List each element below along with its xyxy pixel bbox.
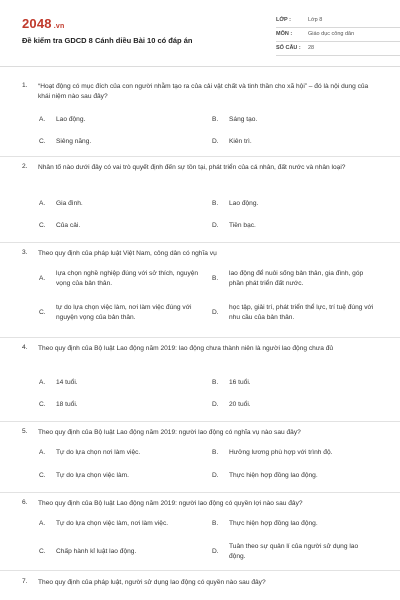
header-divider	[0, 66, 400, 67]
option-text: lao động để nuôi sống bản thân, gia đình, góp phần phát triển đất nước.	[229, 270, 364, 287]
meta-row-subject	[276, 28, 400, 42]
logo-suffix: .vn	[53, 23, 65, 30]
document-title: Đề kiểm tra GDCD 8 Cánh diều Bài 10 có đáp án	[22, 36, 193, 45]
meta-label: LỚP :	[276, 17, 291, 23]
option-text: Thực hiện hợp đồng lao động.	[229, 520, 318, 527]
option-text: Của cải.	[56, 222, 81, 229]
option-text: Lao động.	[229, 200, 259, 207]
option-letter: A.	[39, 275, 46, 282]
logo-text: 2048	[22, 16, 52, 31]
option-letter: A.	[39, 379, 46, 386]
option-letter: B.	[212, 116, 219, 123]
question-text: “Hoạt động có mục đích của con người nhằm tạo ra của cải vật chất và tinh thần cho xã hội” – đó là nội dung của khái niệm nào sau đây?	[38, 83, 369, 100]
question-divider	[0, 242, 400, 243]
option-letter: D.	[212, 222, 219, 229]
option-letter: D.	[212, 401, 219, 408]
meta-value: Giáo dục công dân	[308, 31, 355, 37]
option-letter: A.	[39, 116, 46, 123]
option-letter: B.	[212, 200, 219, 207]
question-4	[22, 344, 378, 419]
meta-label: SỐ CÂU :	[276, 45, 301, 51]
option-letter: D.	[212, 548, 219, 555]
question-number: 2.	[22, 163, 28, 170]
question-number: 5.	[22, 428, 28, 435]
question-divider	[0, 156, 400, 157]
question-text: Theo quy định của pháp luật, người sử dụng lao động có quyền nào sau đây?	[38, 579, 266, 586]
option-letter: B.	[212, 449, 219, 456]
question-7	[22, 578, 378, 594]
option-letter: C.	[39, 309, 46, 316]
option-text: Tuân theo sự quản lí của người sử dụng lao động.	[229, 543, 359, 560]
question-5	[22, 428, 378, 490]
option-letter: C.	[39, 401, 46, 408]
option-letter: A.	[39, 520, 46, 527]
option-letter: D.	[212, 472, 219, 479]
option-text: 16 tuổi.	[229, 379, 251, 386]
option-text: lựa chọn nghề nghiệp đúng với sở thích, nguyện vọng của bản thân.	[56, 270, 199, 287]
question-number: 7.	[22, 578, 28, 585]
option-text: Sáng tạo.	[229, 116, 258, 123]
question-number: 3.	[22, 249, 28, 256]
question-number: 6.	[22, 499, 28, 506]
option-letter: D.	[212, 309, 219, 316]
meta-row-count	[276, 42, 400, 56]
question-2	[22, 163, 378, 238]
question-1	[22, 82, 378, 152]
question-number: 4.	[22, 344, 28, 351]
option-letter: B.	[212, 275, 219, 282]
option-text: Tự do lựa chọn việc làm.	[56, 472, 129, 479]
question-text: Theo quy định của Bộ luật Lao động năm 2019: lao động chưa thành niên là người lao động chưa đủ	[38, 345, 334, 352]
question-number: 1.	[22, 82, 28, 89]
option-letter: A.	[39, 200, 46, 207]
option-text: Thực hiện hợp đồng lao động.	[229, 472, 318, 479]
option-letter: C.	[39, 472, 46, 479]
option-text: Tự do lựa chọn nơi làm việc.	[56, 449, 141, 456]
option-letter: B.	[212, 520, 219, 527]
question-divider	[0, 492, 400, 493]
site-logo[interactable]	[22, 16, 64, 31]
meta-row-class	[276, 14, 400, 28]
option-text: Siêng năng.	[56, 138, 92, 145]
option-text: Hưởng lương phù hợp với trình độ.	[229, 449, 333, 456]
option-text: học tập, giải trí, phát triển thể lực, trí tuệ đúng với nhu cầu của bản thân.	[229, 304, 374, 321]
option-text: Gia đình.	[56, 200, 83, 207]
question-divider	[0, 570, 400, 571]
question-3	[22, 249, 378, 335]
option-text: Kiên trì.	[229, 138, 252, 145]
option-letter: A.	[39, 449, 46, 456]
option-text: Tiền bạc.	[229, 222, 256, 229]
question-text: Theo quy định của Bộ luật Lao động năm 2019: người lao động có nghĩa vụ nào sau đây?	[38, 429, 301, 436]
meta-value: Lớp 8	[308, 17, 323, 23]
option-letter: C.	[39, 138, 46, 145]
option-text: 18 tuổi.	[56, 401, 78, 408]
option-letter: C.	[39, 222, 46, 229]
question-6	[22, 499, 378, 567]
option-text: tự do lựa chọn việc làm, nơi làm việc đúng với nguyện vọng của bản thân.	[56, 304, 192, 321]
option-text: Lao động.	[56, 116, 86, 123]
option-text: 20 tuổi.	[229, 401, 251, 408]
option-text: Tự do lựa chọn việc làm, nơi làm việc.	[56, 520, 169, 527]
meta-value: 28	[308, 45, 315, 51]
meta-label: MÔN :	[276, 31, 293, 37]
option-letter: C.	[39, 548, 46, 555]
question-divider	[0, 421, 400, 422]
option-text: 14 tuổi.	[56, 379, 78, 386]
option-letter: D.	[212, 138, 219, 145]
meta-box	[276, 14, 400, 56]
question-text: Theo quy định của Bộ luật Lao động năm 2019: người lao động có quyền lợi nào sau đây?	[38, 500, 303, 507]
option-letter: B.	[212, 379, 219, 386]
document-header	[22, 14, 382, 58]
question-divider	[0, 337, 400, 338]
option-text: Chấp hành kỉ luật lao động.	[56, 548, 137, 555]
question-text: Theo quy định của pháp luật Việt Nam, công dân có nghĩa vụ	[38, 250, 217, 257]
question-text: Nhân tố nào dưới đây có vai trò quyết định đến sự tồn tại, phát triển của cá nhân, đất nước và nhân loại?	[38, 164, 346, 171]
